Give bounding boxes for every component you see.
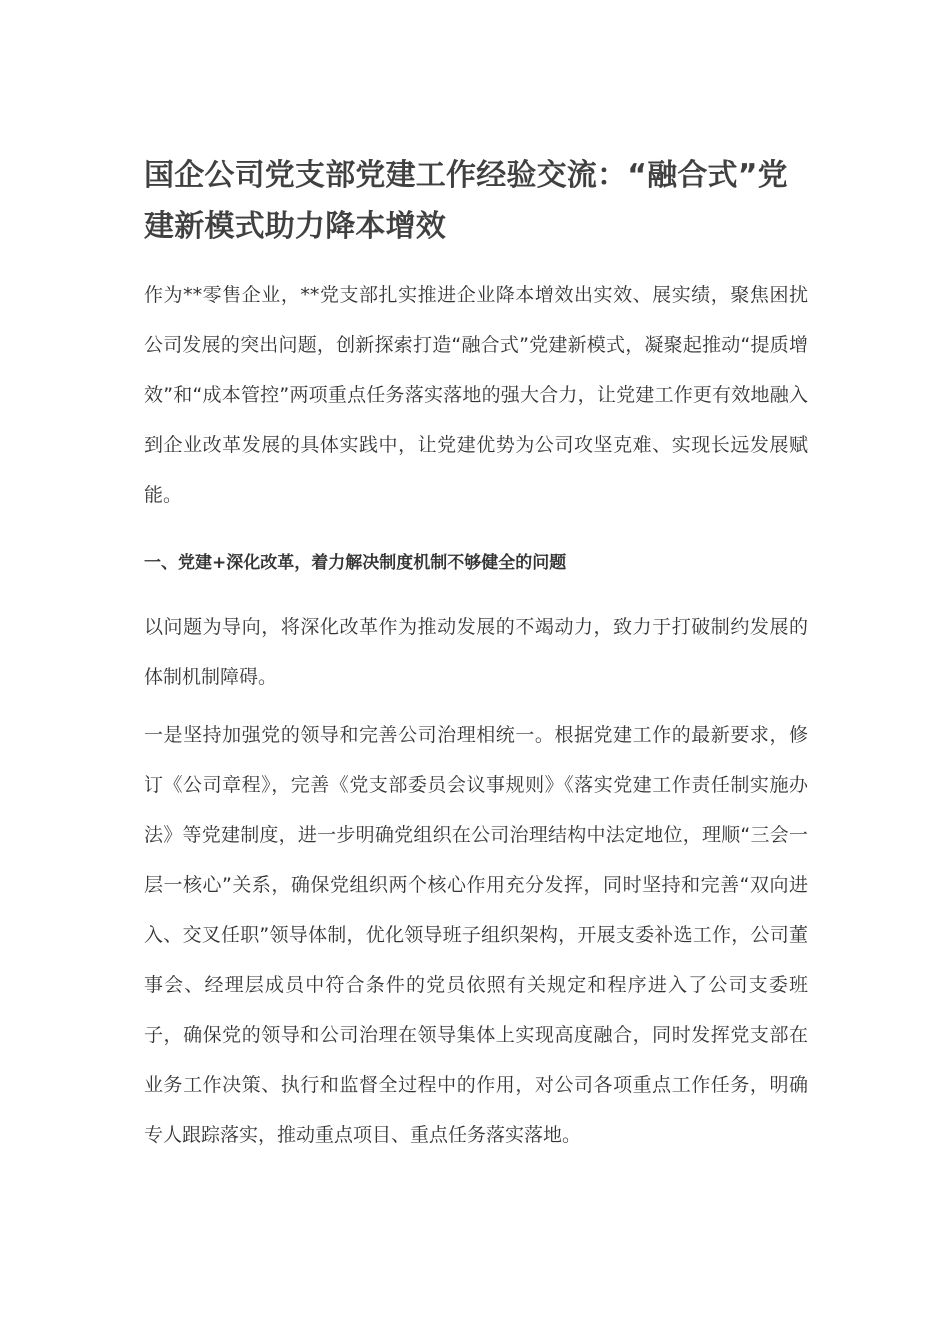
document-page <box>144 150 808 1160</box>
document-title: 国企公司党支部党建工作经验交流：“融合式”党建新模式助力降本增效 <box>144 158 788 244</box>
intro-paragraph: 作为**零售企业，**党支部扎实推进企业降本增效出实效、展实绩，聚焦困扰公司发展的突出问题，创新探索打造“融合式”党建新模式，凝聚起推动“提质增效”和“成本管控”两项重点任务落实落地的强大合力，让党建工作更有效地融入到企业改革发展的具体实践中，让党建优势为公司攻坚克难、实现长远发展赋能。 <box>144 284 808 506</box>
section-paragraph: 一是坚持加强党的领导和完善公司治理相统一。根据党建工作的最新要求，修订《公司章程》，完善《党支部委员会议事规则》《落实党建工作责任制实施办法》等党建制度，进一步明确党组织在公司治理结构中法定地位，理顺“三会一层一核心”关系，确保党组织两个核心作用充分发挥，同时坚持和完善“双向进入、交叉任职”领导体制，优化领导班子组织架构，开展支委补选工作，公司董事会、经理层成员中符合条件的党员依照有关规定和程序进入了公司支委班子，确保党的领导和公司治理在领导集体上实现高度融合，同时发挥党支部在业务工作决策、执行和监督全过程中的作用，对公司各项重点工作任务，明确专人跟踪落实，推动重点项目、重点任务落实落地。 <box>144 724 808 1146</box>
section-paragraph: 以问题为导向，将深化改革作为推动发展的不竭动力，致力于打破制约发展的体制机制障碍。 <box>144 616 808 688</box>
section-heading: 一、党建+深化改革，着力解决制度机制不够健全的问题 <box>144 553 567 573</box>
